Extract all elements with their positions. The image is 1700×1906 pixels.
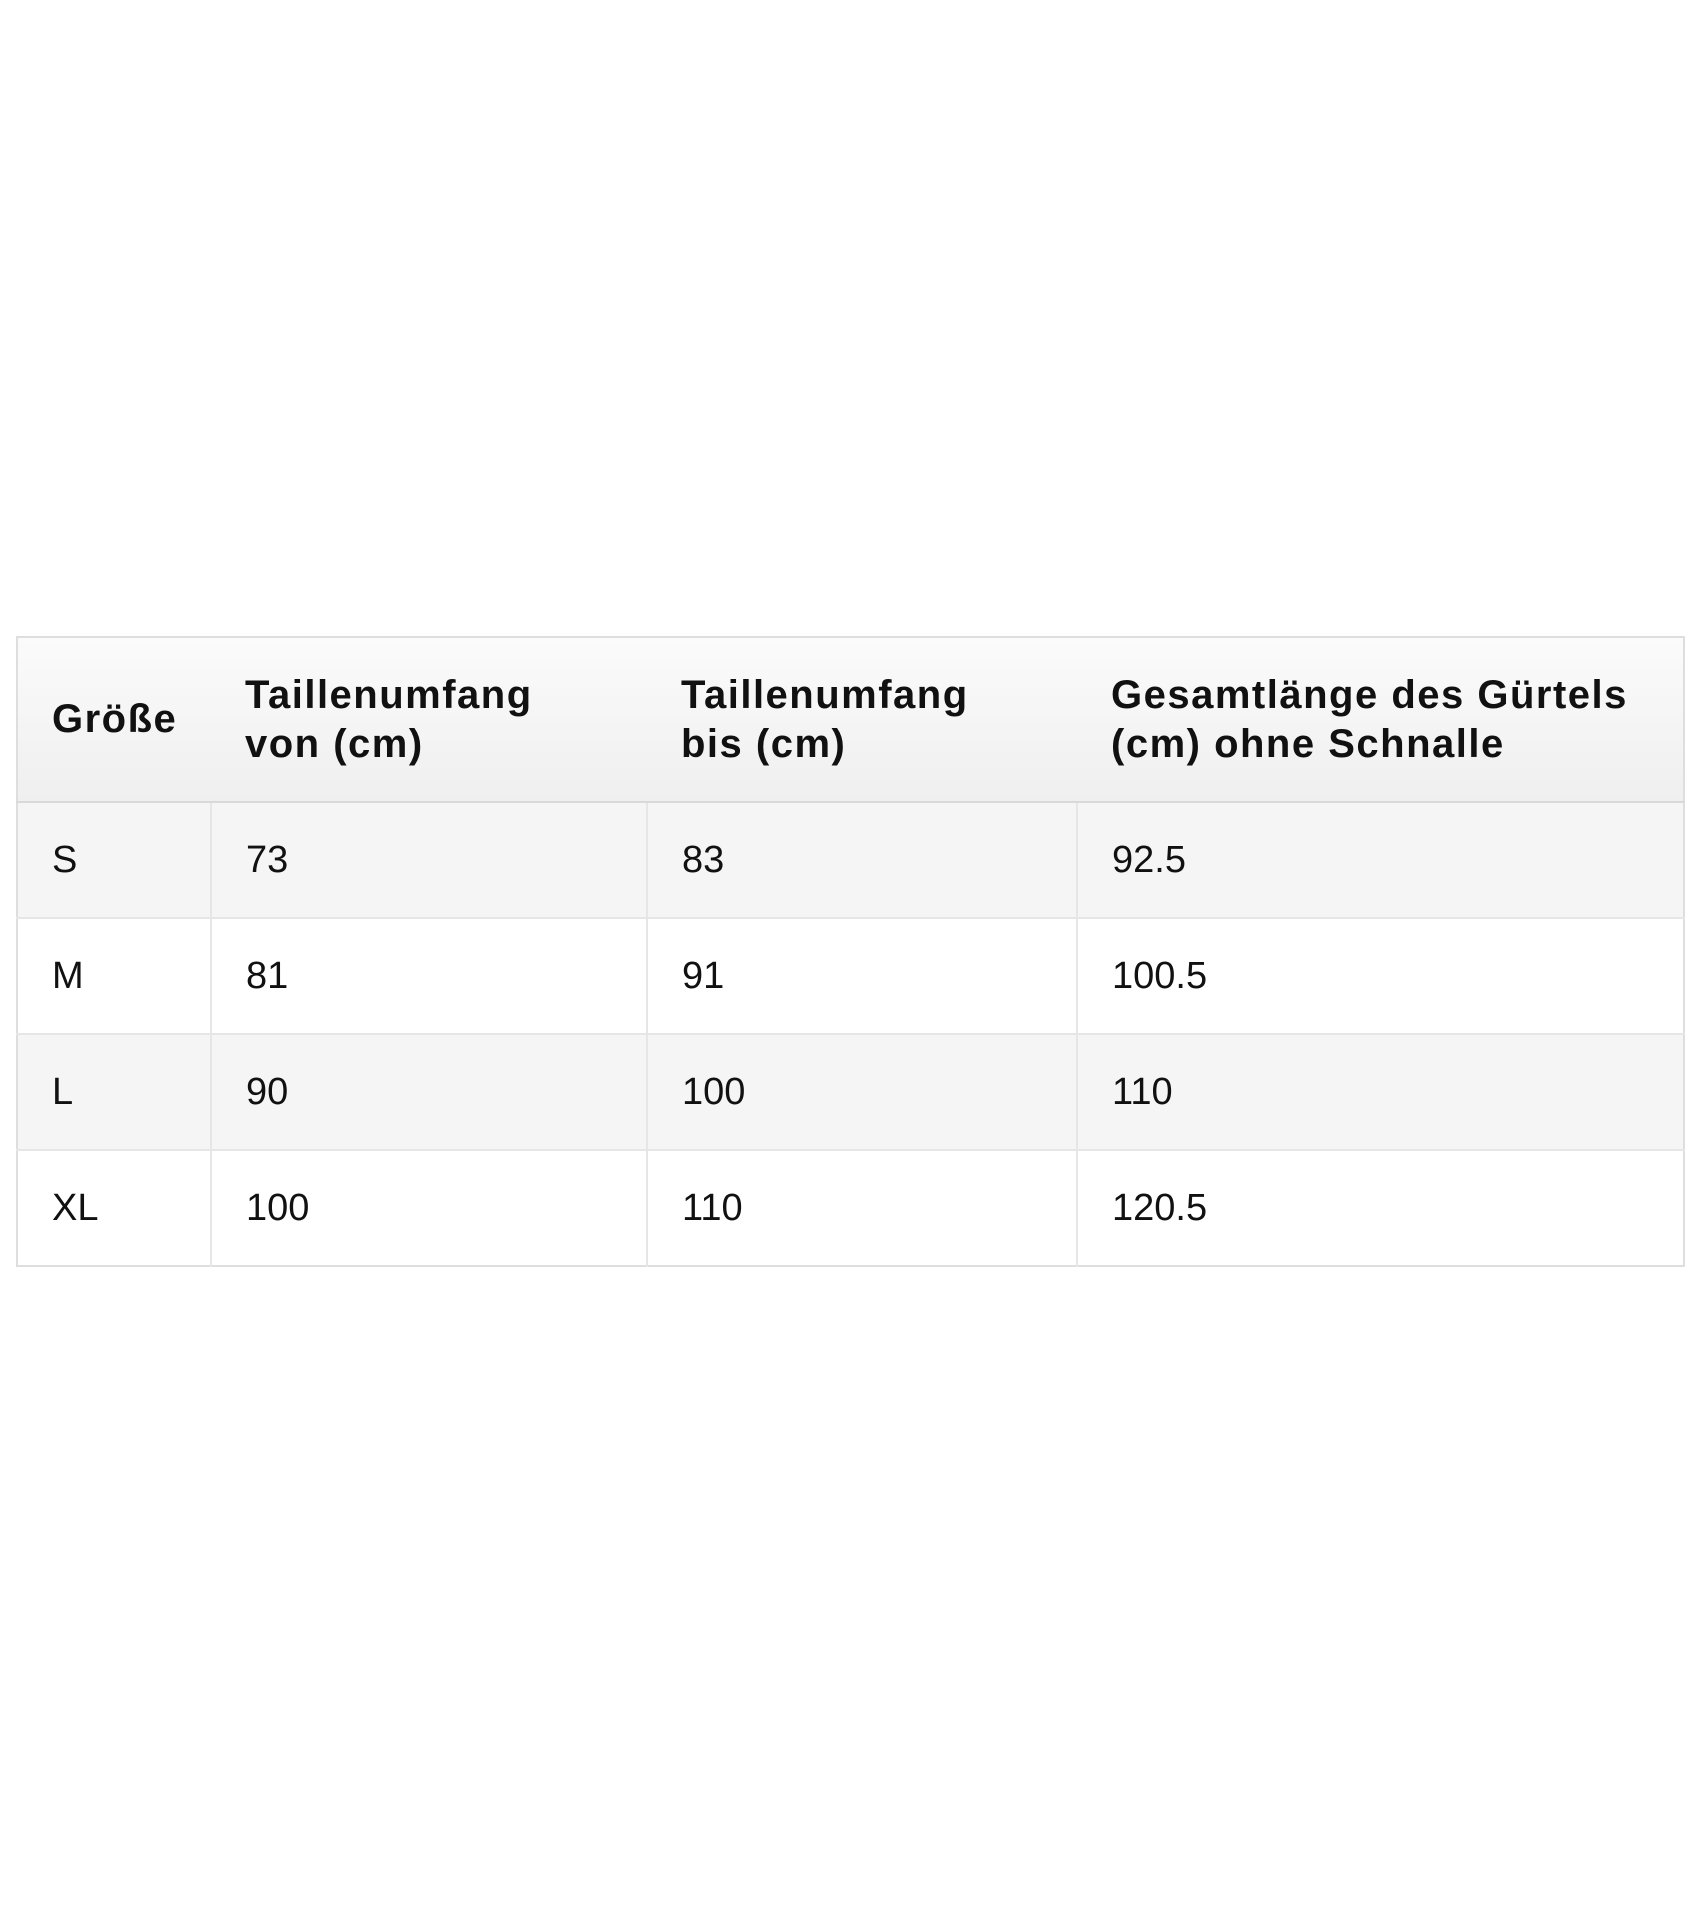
cell-waist-to: 100 — [647, 1034, 1077, 1150]
header-size: Größe — [17, 637, 211, 802]
cell-total-length: 110 — [1077, 1034, 1684, 1150]
cell-total-length: 92.5 — [1077, 802, 1684, 918]
table-row — [17, 1034, 1684, 1150]
cell-size: XL — [17, 1150, 211, 1266]
cell-size: L — [17, 1034, 211, 1150]
header-waist-from: Taillenumfang von (cm) — [211, 637, 647, 802]
cell-waist-from: 81 — [211, 918, 647, 1034]
header-total-length: Gesamtlänge des Gürtels (cm) ohne Schnalle — [1077, 637, 1684, 802]
header-waist-to: Taillenumfang bis (cm) — [647, 637, 1077, 802]
cell-waist-from: 73 — [211, 802, 647, 918]
cell-waist-to: 83 — [647, 802, 1077, 918]
cell-total-length: 120.5 — [1077, 1150, 1684, 1266]
size-chart-table — [16, 636, 1685, 1267]
table-row — [17, 802, 1684, 918]
cell-waist-from: 90 — [211, 1034, 647, 1150]
cell-total-length: 100.5 — [1077, 918, 1684, 1034]
table-row — [17, 918, 1684, 1034]
cell-waist-to: 110 — [647, 1150, 1077, 1266]
cell-waist-to: 91 — [647, 918, 1077, 1034]
cell-size: S — [17, 802, 211, 918]
table-row — [17, 1150, 1684, 1266]
table-header-row — [17, 637, 1684, 802]
cell-waist-from: 100 — [211, 1150, 647, 1266]
cell-size: M — [17, 918, 211, 1034]
